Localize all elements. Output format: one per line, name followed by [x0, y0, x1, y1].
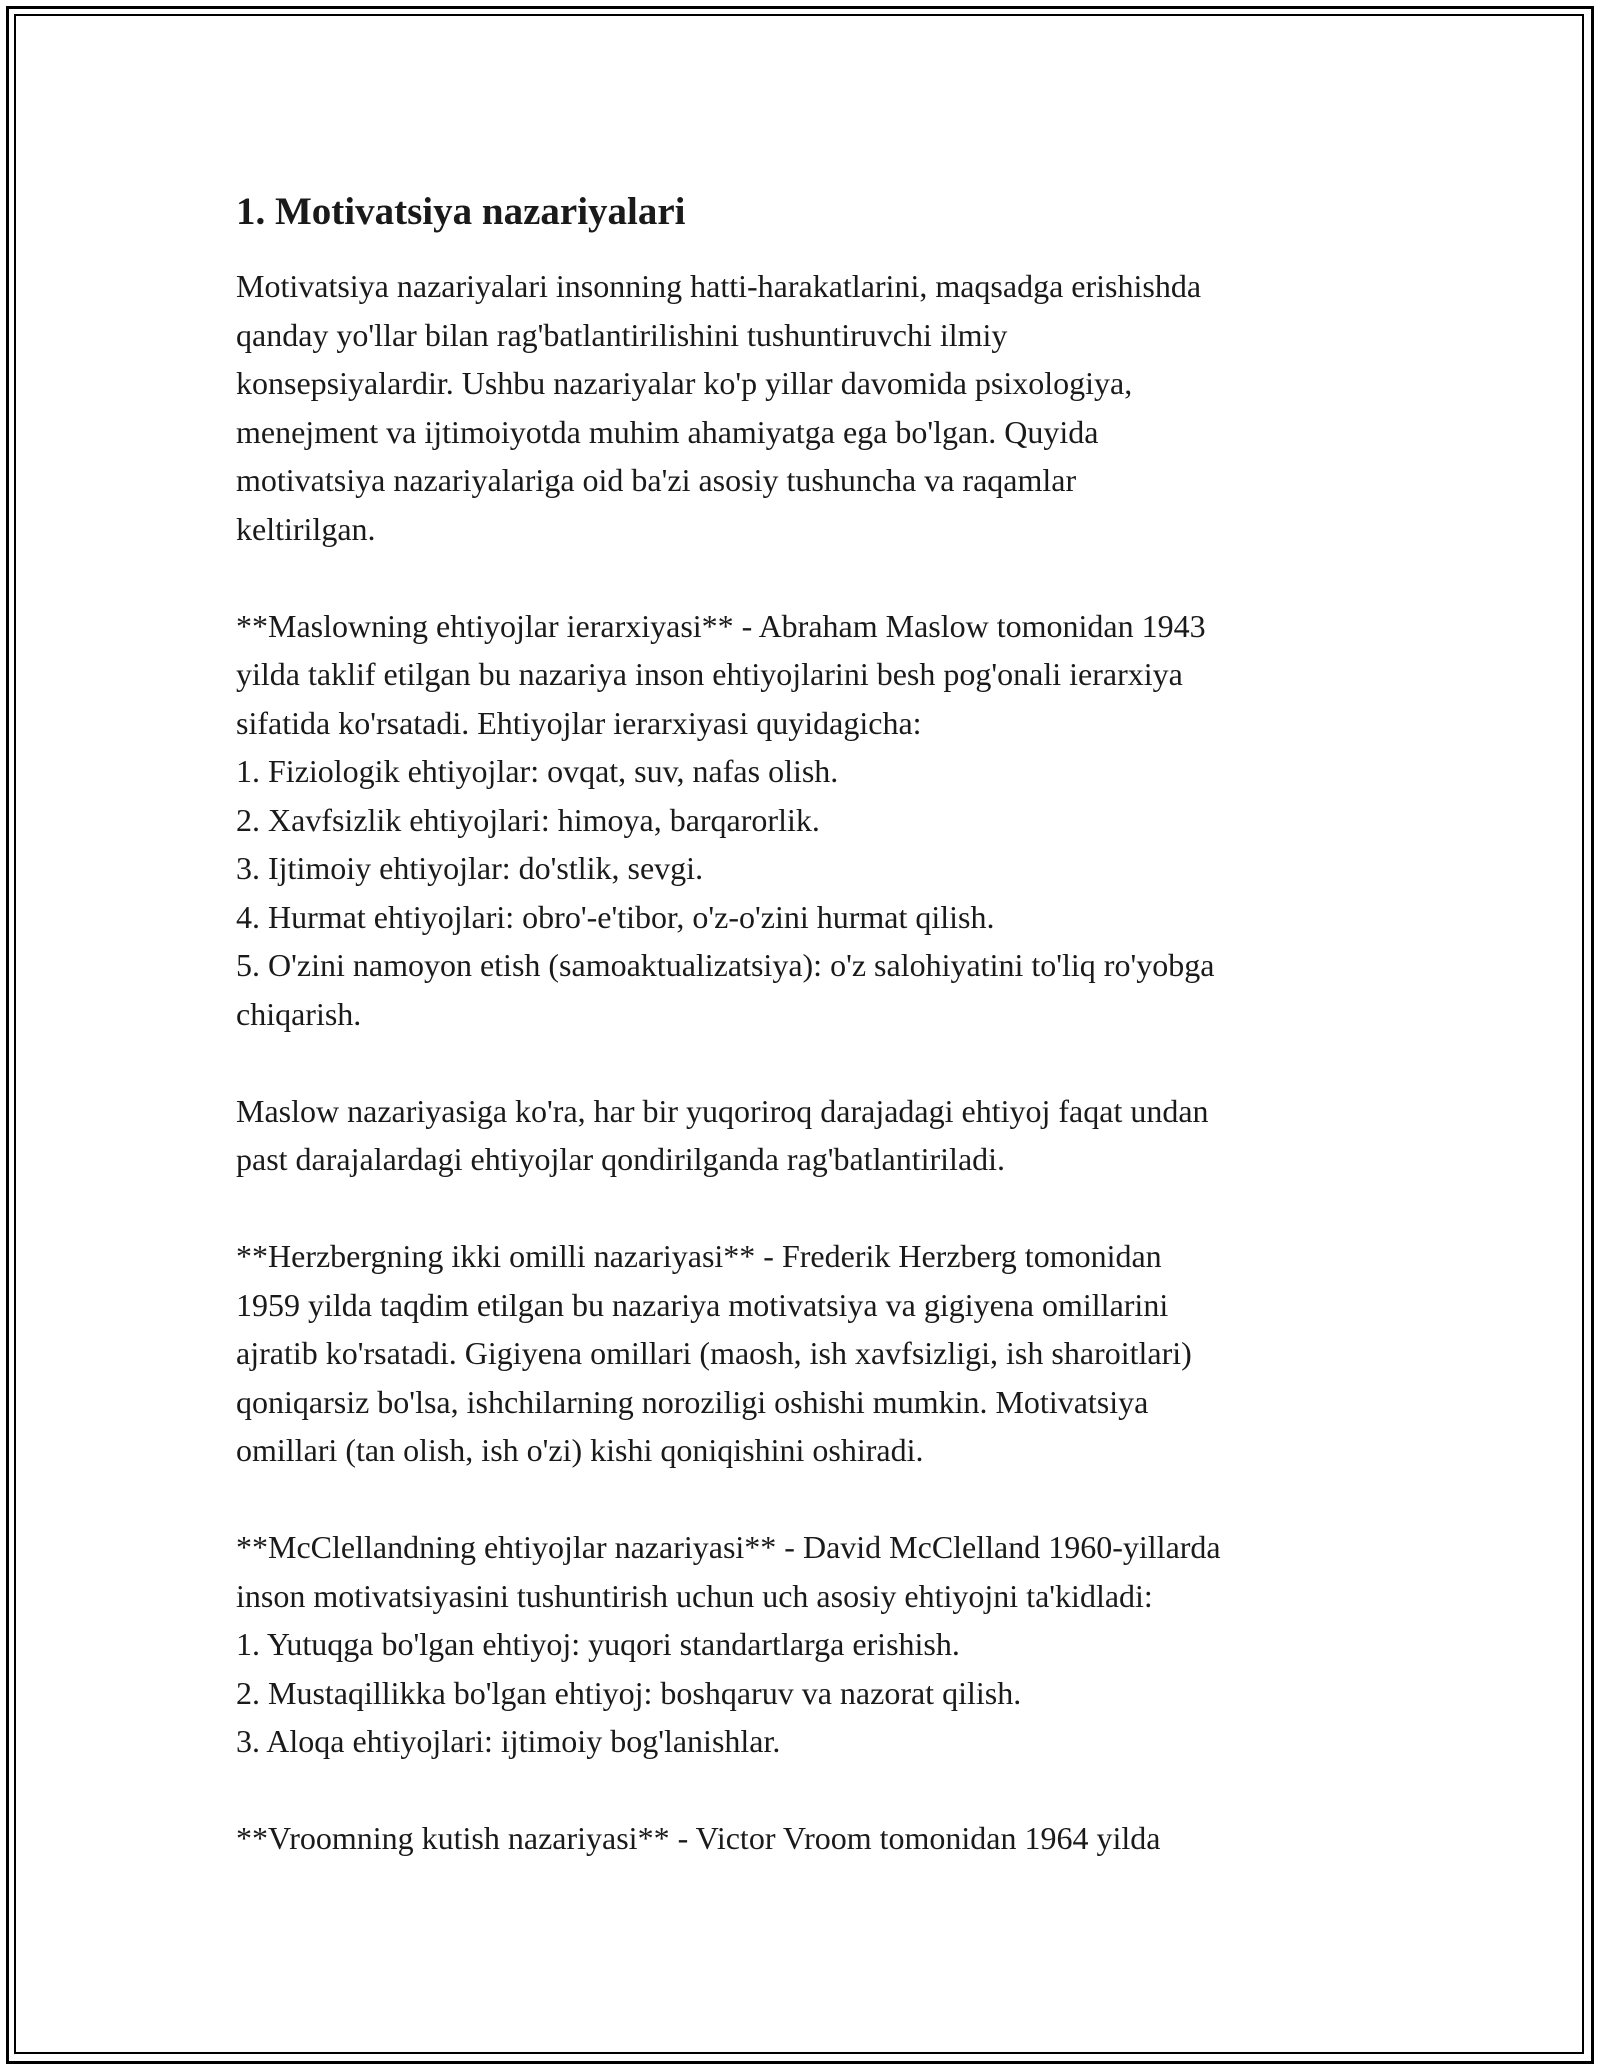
document-body — [236, 182, 1376, 1863]
text-line: **McClellandning ehtiyojlar nazariyasi** - David McClelland 1960-yillarda — [236, 1529, 1221, 1565]
text-line: menejment va ijtimoiyotda muhim ahamiyatga ega bo'lgan. Quyida — [236, 413, 1099, 450]
text-line: yilda taklif etilgan bu nazariya inson ehtiyojlarini besh pog'onali ierarxiya — [236, 656, 1183, 692]
text-line: **Maslowning ehtiyojlar ierarxiyasi** - Abraham Maslow tomonidan 1943 — [236, 607, 1206, 644]
text-line: 1959 yilda taqdim etilgan bu nazariya motivatsiya va gigiyena omillarini — [236, 1286, 1169, 1323]
paragraph-gap — [236, 1038, 1376, 1087]
text-line: **Herzbergning ikki omilli nazariyasi** - Frederik Herzberg tomonidan — [236, 1238, 1162, 1274]
text-line: keltirilgan. — [236, 510, 376, 547]
paragraph-gap — [236, 1766, 1376, 1815]
text-line: 1. Yutuqga bo'lgan ehtiyoj: yuqori standartlarga erishish. — [236, 1626, 960, 1662]
text-line: motivatsiya nazariyalariga oid ba'zi asosiy tushuncha va raqamlar — [236, 462, 1077, 498]
paragraph — [236, 262, 1376, 553]
paragraph — [236, 602, 1376, 1039]
text-line: konsepsiyalardir. Ushbu nazariyalar ko'p yillar davomida psixologiya, — [236, 365, 1133, 401]
text-line: qoniqarsiz bo'lsa, ishchilarning noroziligi oshishi mumkin. Motivatsiya — [236, 1383, 1149, 1420]
text-line: 3. Aloqa ehtiyojlari: ijtimoiy bog'lanishlar. — [236, 1723, 781, 1759]
text-line: 5. O'zini namoyon etish (samoaktualizatsiya): o'z salohiyatini to'liq ro'yobga — [236, 947, 1215, 983]
text-line: ajratib ko'rsatadi. Gigiyena omillari (maosh, ish xavfsizligi, ish sharoitlari) — [236, 1335, 1192, 1371]
text-line: inson motivatsiyasini tushuntirish uchun uch asosiy ehtiyojni ta'kidladi: — [236, 1577, 1153, 1614]
text-line: Motivatsiya nazariyalari insonning hatti-harakatlarini, maqsadga erishishda — [236, 268, 1202, 304]
text-line: 2. Xavfsizlik ehtiyojlari: himoya, barqarorlik. — [236, 801, 820, 838]
text-line: 2. Mustaqillikka bo'lgan ehtiyoj: boshqaruv va nazorat qilish. — [236, 1674, 1022, 1711]
text-line: past darajalardagi ehtiyojlar qondirilganda rag'batlantiriladi. — [236, 1141, 1006, 1177]
paragraph-gap — [236, 553, 1376, 602]
paragraph — [236, 1232, 1376, 1475]
text-line: 4. Hurmat ehtiyojlari: obro'-e'tibor, o'z-o'zini hurmat qilish. — [236, 898, 995, 935]
document-paragraphs — [236, 262, 1376, 1863]
text-line: omillari (tan olish, ish o'zi) kishi qoniqishini oshiradi. — [236, 1432, 924, 1468]
paragraph — [236, 1814, 1376, 1863]
text-line: 3. Ijtimoiy ehtiyojlar: do'stlik, sevgi. — [236, 850, 704, 886]
paragraph — [236, 1523, 1376, 1766]
paragraph-gap — [236, 1475, 1376, 1524]
paragraph-gap — [236, 1184, 1376, 1233]
paragraph — [236, 1087, 1376, 1184]
text-line: qanday yo'llar bilan rag'batlantirilishini tushuntiruvchi ilmiy — [236, 316, 1008, 353]
text-line: 1. Fiziologik ehtiyojlar: ovqat, suv, nafas olish. — [236, 753, 839, 789]
text-line: Maslow nazariyasiga ko'ra, har bir yuqoriroq darajadagi ehtiyoj faqat undan — [236, 1092, 1209, 1129]
text-line: sifatida ko'rsatadi. Ehtiyojlar ierarxiyasi quyidagicha: — [236, 704, 922, 741]
text-line: **Vroomning kutish nazariyasi** - Victor Vroom tomonidan 1964 yilda — [236, 1820, 1161, 1856]
document-title: 1. Motivatsiya nazariyalari — [236, 190, 686, 233]
text-line: chiqarish. — [236, 995, 362, 1032]
